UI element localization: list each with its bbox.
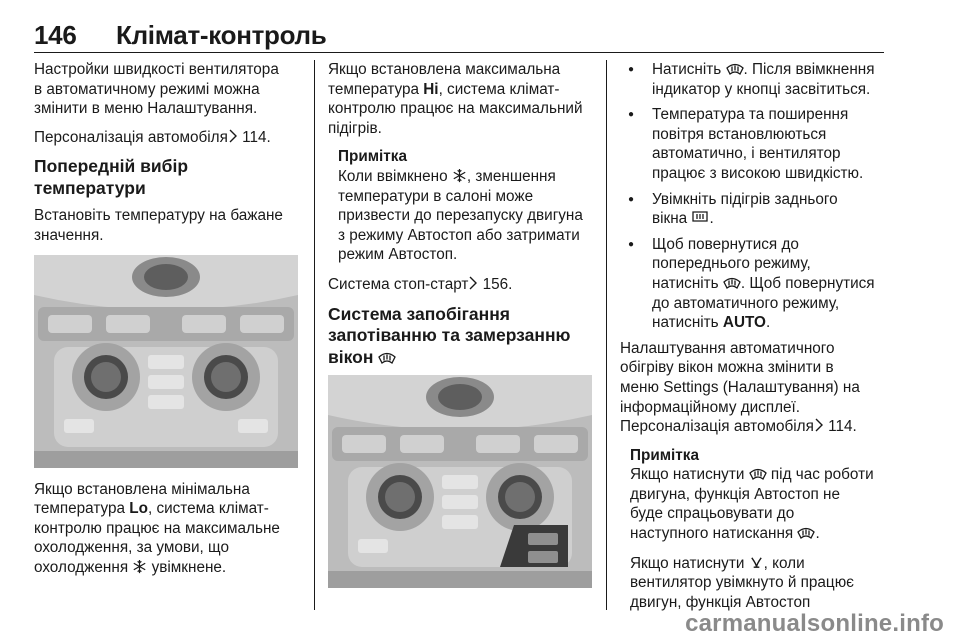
rear-window-heat-icon <box>691 209 709 225</box>
paragraph-lo-temperature: Якщо встановлена мінімальна температура Lo, система клімат- контролю працює на максимальне охолодження, за умови, що охолодження увімкнене. <box>34 480 280 576</box>
column-divider-2 <box>606 60 607 610</box>
paragraph-set-temperature: Встановіть температуру на бажане значення. <box>34 207 283 244</box>
windshield-defrost-icon <box>726 60 744 76</box>
paragraph-personalisation-ref: Персоналізація автомобіля 114. <box>34 128 271 146</box>
windshield-defrost-icon <box>723 274 741 290</box>
defrost-panel-image <box>328 375 592 588</box>
climate-control-panel-image <box>34 255 298 468</box>
windshield-defrost-icon <box>797 524 815 540</box>
watermark: carmanualsonline.info <box>685 610 944 637</box>
fan-icon <box>749 555 764 570</box>
snowflake-icon <box>132 559 147 574</box>
page-reference-arrow-icon <box>228 129 238 143</box>
note-fan-autostop: Якщо натиснути , коли вентилятор увімкнуто й працює двигун, функція Автостоп <box>630 554 854 611</box>
windshield-defrost-icon <box>749 465 767 481</box>
header-divider <box>34 52 884 53</box>
paragraph-fan-settings: Настройки швидкості вентилятора в автоматичному режимі можна змінити в меню Налаштування. <box>34 61 279 118</box>
column-divider-1 <box>314 60 315 610</box>
column-1 <box>34 60 300 587</box>
paragraph-auto-defrost-settings: Налаштування автоматичного обігріву вікон можна змінити в меню Settings (Налаштування) на інформаційному дисплеї. <box>620 339 860 416</box>
paragraph-stop-start-ref: Система стоп-старт 156. <box>328 275 513 293</box>
page-title: Клімат-контроль <box>116 20 327 50</box>
paragraph-hi-temperature: Якщо встановлена максимальна температура Hi, система клімат- контролю працює на максимальний підігрів. <box>328 61 583 137</box>
heading-temperature-preset: Попередній вибір температури <box>34 156 189 198</box>
page-header <box>0 0 960 52</box>
note-defrost-autostop: Примітка Якщо натиснути під час роботи двигуна, функція Автостоп не буде спрацьовувати до наступного натискання . <box>630 446 874 543</box>
list-item: ● Натисніть . Після ввімкнення індикатор у кнопці засвітиться. <box>620 60 890 99</box>
page-reference-arrow-icon <box>468 276 478 290</box>
defrost-steps-list <box>620 60 890 333</box>
page-number: 146 <box>34 20 77 50</box>
note-autostop: Примітка Коли ввімкнено , зменшення температури в салоні може призвести до перезапуску двигуна з режиму Автостоп або затримати режим Автостоп. <box>338 148 583 264</box>
paragraph-personalisation-ref: Персоналізація автомобіля 114. <box>620 418 857 436</box>
column-3 <box>620 60 890 622</box>
list-item: ● Увімкніть підігрів заднього вікна . <box>620 190 890 229</box>
heading-defog-defrost: Система запобігання запотіванню та замерзанню вікон <box>328 303 571 367</box>
snowflake-icon <box>452 168 467 183</box>
list-item: ● Щоб повернутися до попереднього режиму, натисніть . Щоб повернутися до автоматичного режиму, натисніть AUTO. <box>620 235 890 333</box>
column-2 <box>328 60 594 600</box>
page-reference-arrow-icon <box>814 418 824 432</box>
windshield-defrost-icon <box>378 349 396 365</box>
list-item: ● Температура та поширення повітря встановлюються автоматично, і вентилятор працює з високою швидкістю. <box>620 105 890 183</box>
